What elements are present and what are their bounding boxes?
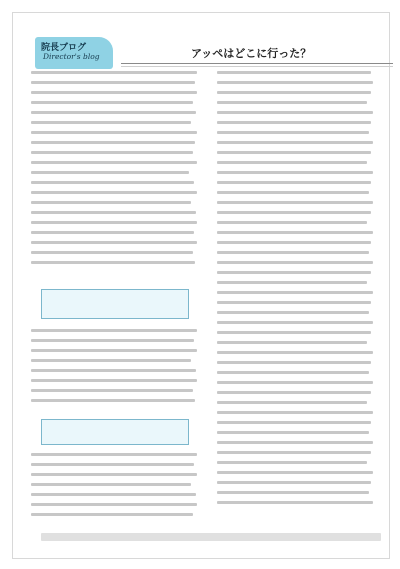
page-sheet bbox=[12, 12, 390, 559]
article-title: アッペはどこに行った？ bbox=[191, 47, 312, 60]
title-rule bbox=[121, 63, 393, 64]
author-rule bbox=[121, 66, 393, 67]
left-column bbox=[31, 71, 201, 521]
left-box-2 bbox=[41, 419, 189, 445]
blog-header bbox=[31, 35, 395, 75]
blog-tag bbox=[35, 37, 113, 69]
blog-tag-japanese: 院長ブログ bbox=[41, 43, 87, 53]
left-box-1 bbox=[41, 289, 189, 319]
blog-tag-english: Director's blog bbox=[43, 52, 100, 61]
footnote-placeholder bbox=[41, 533, 381, 541]
right-column bbox=[217, 71, 375, 521]
